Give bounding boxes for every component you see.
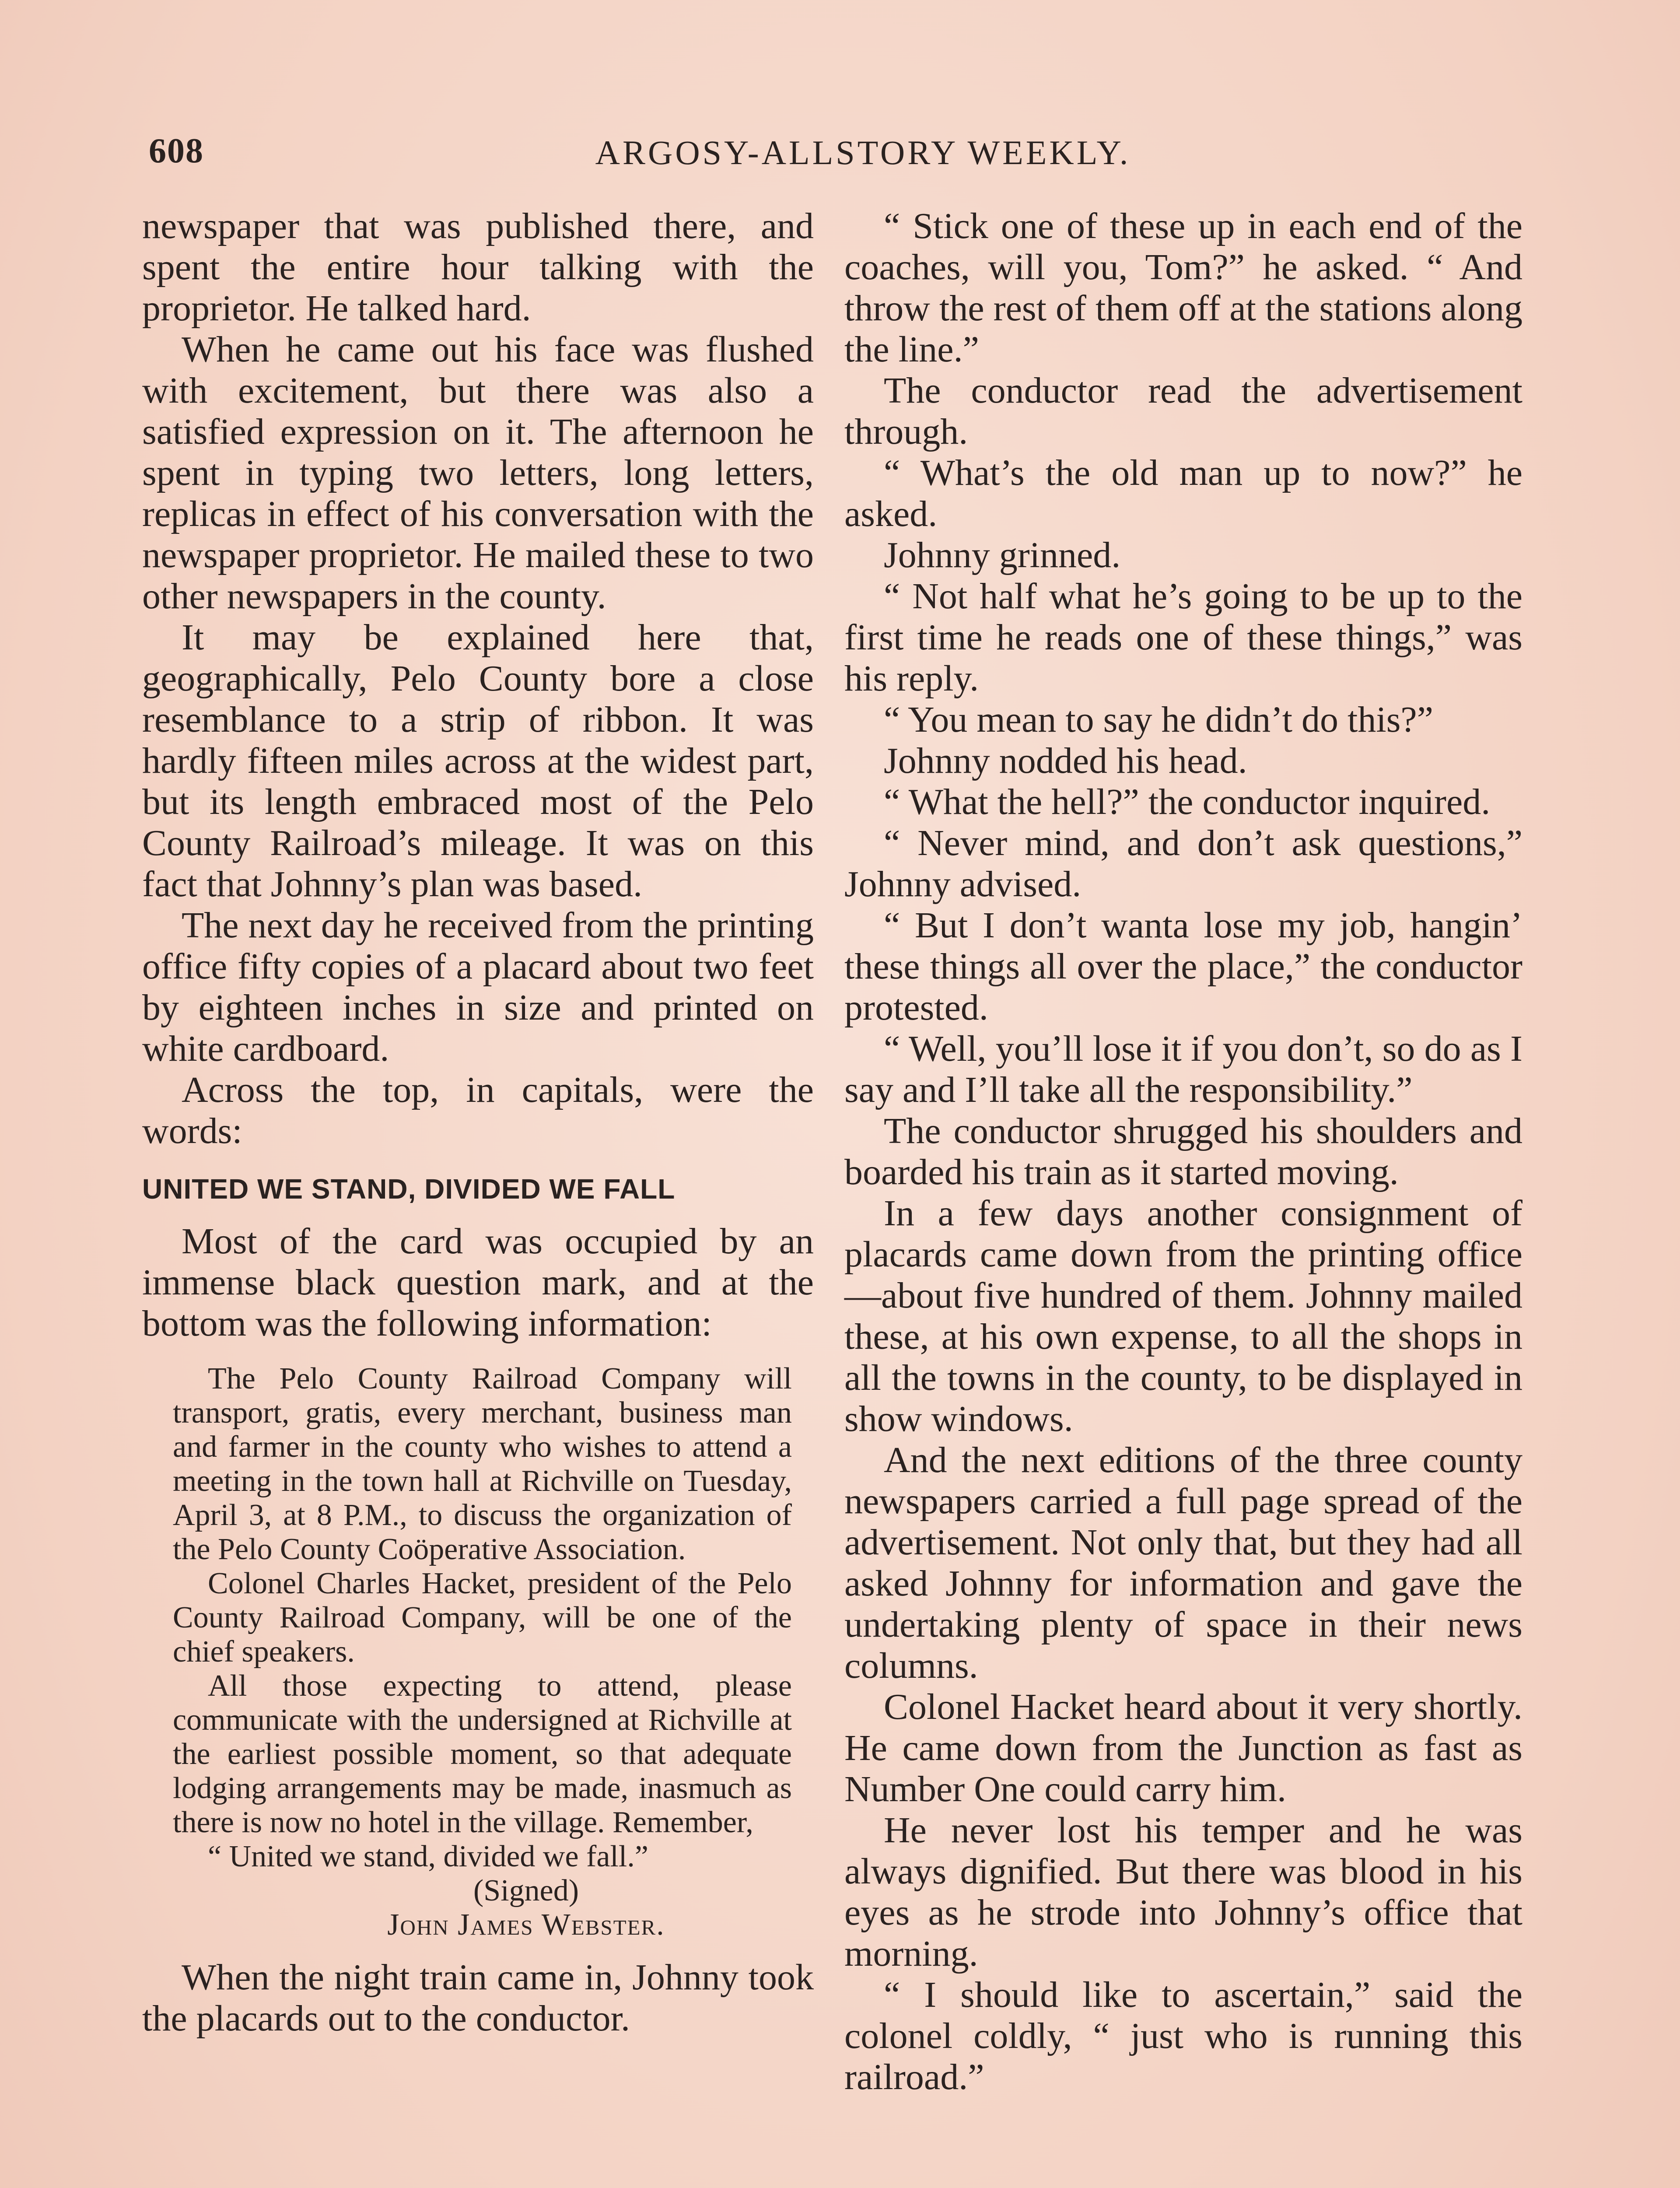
- paragraph: “ Never mind, and don’t ask questions,” Johnny advised.: [844, 823, 1522, 905]
- left-column: [142, 206, 814, 2039]
- paragraph: And the next editions of the three county newspapers carried a full page spread of the advertisement. Not only that, but they had all asked Johnny for information and gave the undertaking plenty of space in their news columns.: [844, 1440, 1522, 1686]
- paragraph: “ You mean to say he didn’t do this?”: [884, 699, 1433, 740]
- paragraph: Johnny grinned.: [884, 535, 1121, 575]
- right-column: [844, 206, 1522, 2098]
- paragraph: newspaper that was published there, and spent the entire hour talking with the proprietor. He talked hard.: [142, 206, 814, 329]
- paragraph: He never lost his temper and he was always dignified. But there was blood in his eyes as he strode into Johnny’s office that morning.: [844, 1810, 1522, 1974]
- placard-text: [173, 1362, 792, 1942]
- paragraph: “ Stick one of these up in each end of the coaches, will you, Tom?” he asked. “ And throw the rest of them off at the stations along the line.”: [844, 206, 1522, 370]
- paragraph: When he came out his face was flushed with excitement, but there was also a satisfied expression on it. The afternoon he spent in typing two letters, long letters, replicas in effect of his conversation with the newspaper proprietor. He mailed these to two other newspapers in the county.: [142, 329, 814, 617]
- paragraph: Across the top, in capitals, were the words:: [142, 1069, 814, 1151]
- placard-paragraph: All those expecting to attend, please communicate with the undersigned at Richville at the earliest possible moment, so that adequate lodging arrangements may be made, inasmuch as there is now no hotel in the village. Remember,: [173, 1669, 792, 1839]
- paragraph: The conductor shrugged his shoulders and boarded his train as it started moving.: [844, 1111, 1522, 1192]
- placard-motto: “ United we stand, divided we fall.”: [208, 1840, 648, 1873]
- placard-paragraph: Colonel Charles Hacket, president of the Pelo County Railroad Company, will be one of the chief speakers.: [173, 1567, 792, 1669]
- paragraph: Johnny nodded his head.: [884, 740, 1247, 781]
- placard-heading: UNITED WE STAND, DIVIDED WE FALL: [142, 1173, 676, 1205]
- paragraph: “ What the hell?” the conductor inquired.: [884, 782, 1491, 822]
- paragraph: When the night train came in, Johnny took the placards out to the conductor.: [142, 1957, 814, 2039]
- paragraph: Colonel Hacket heard about it very shortly. He came down from the Junction as fast as Number One could carry him.: [844, 1687, 1522, 1809]
- paragraph: “ Well, you’ll lose it if you don’t, so do as I say and I’ll take all the responsibility.”: [844, 1028, 1522, 1110]
- page-header: [142, 131, 1584, 184]
- paragraph: The conductor read the advertisement through.: [844, 370, 1522, 452]
- page-number: 608: [149, 132, 204, 170]
- paragraph: The next day he received from the printing office fifty copies of a placard about two feet by eighteen inches in size and printed on white cardboard.: [142, 905, 814, 1069]
- paragraph: “ Not half what he’s going to be up to the first time he reads one of these things,” was his reply.: [844, 576, 1522, 699]
- paragraph: “ But I don’t wanta lose my job, hangin’ these things all over the place,” the conductor protested.: [844, 905, 1522, 1028]
- running-head: ARGOSY-ALLSTORY WEEKLY.: [595, 133, 1131, 172]
- placard-paragraph: The Pelo County Railroad Company will transport, gratis, every merchant, business man and farmer in the county who wishes to attend a meeting in the town hall at Richville on Tuesday, April 3, at 8 P.M., to discuss the organization of the Pelo County Coöperative Association.: [173, 1362, 792, 1566]
- paragraph: “ What’s the old man up to now?” he asked.: [844, 452, 1522, 534]
- paragraph: It may be explained here that, geographically, Pelo County bore a close resemblance to a strip of ribbon. It was hardly fifteen miles across at the widest part, but its length embraced most of the Pelo County Railroad’s mileage. It was on this fact that Johnny’s plan was based.: [142, 617, 814, 905]
- paragraph: “ I should like to ascertain,” said the colonel coldly, “ just who is running this railroad.”: [844, 1974, 1522, 2097]
- paragraph: In a few days another consignment of placards came down from the printing office—about five hundred of them. Johnny mailed these, at his own expense, to all the shops in all the towns in the county, to be displayed in show windows.: [844, 1193, 1522, 1439]
- placard-signer: John James Webster.: [387, 1908, 665, 1942]
- paragraph: Most of the card was occupied by an immense black question mark, and at the bottom was the following information:: [142, 1221, 814, 1344]
- placard-signed: (Signed): [473, 1874, 579, 1907]
